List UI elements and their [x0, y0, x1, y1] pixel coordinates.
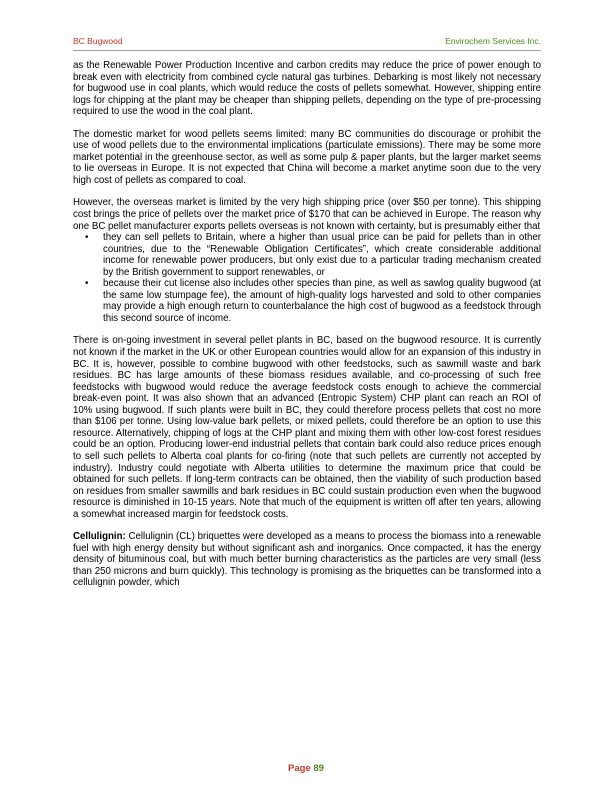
- body-paragraph: The domestic market for wood pellets seems limited: many BC communities do discourage or prohibit the use of wood pellets due to the environmental implications (particulate emissions). There may be some more market potential in the greenhouse sector, as well as some pulp & paper plants, but the larger market seems to lie overseas in Europe. It is not expected that China will become a market anytime soon due to the very high cost of pellets as compared to coal.: [73, 128, 541, 186]
- bullet-icon: •: [85, 278, 89, 290]
- cellulignin-paragraph: [73, 531, 541, 589]
- bullet-icon: •: [85, 232, 89, 244]
- cellulignin-text: Cellulignin (CL) briquettes were developed as a means to process the biomass into a renewable fuel with high energy density but without significant ash and inorganics. Once compacted, it has the energy density of bituminous coal, but with much better burning characteristics as the particles are very small (less than 250 microns and burn quickly). This technology is promising as the briquettes can be transformed into a cellulignin powder, which: [73, 531, 541, 589]
- list-item: [85, 278, 541, 324]
- page-label: Page: [288, 763, 311, 774]
- header-divider: [73, 50, 541, 51]
- list-item: [85, 232, 541, 278]
- header-title-right: Envirochem Services Inc.: [445, 36, 541, 46]
- bullet-list: [73, 232, 541, 324]
- body-paragraph: There is on-going investment in several pellet plants in BC, based on the bugwood resource. It is currently not known if the market in the UK or other European countries would allow for an expansion of this industry in BC. It is, however, possible to combine bugwood with other feedstocks, such as sawmill waste and bark residues. BC has large amounts of these biomass residues available, and co-processing of such free feedstocks with bugwood would reduce the average feedstock costs enough to achieve the commercial break-even point. It was also shown that an advanced (Entropic System) CHP plant can reach an ROI of 10% using bugwood. If such plants were built in BC, they could therefore process pellets that cost no more than $106 per tonne. Using low-value bark pellets, or mixed pellets, could therefore be an option to use this resource. Alternatively, chipping of logs at the CHP plant and mixing them with other low-cost forest residues could be an option. Producing lower-end industrial pellets that contain bark could also reduce prices enough to sell such pellets to Alberta coal plants for co-firing (note that such pellets are currently not accepted by industry). Industry could negotiate with Alberta utilities to determine the maximum price that could be obtained for such pellets. If long-term contracts can be obtained, then the viability of such production based on residues from smaller sawmills and bark residues in BC could sustain production even when the bugwood resource is diminished in 10-15 years. Note that much of the equipment is written off after ten years, allowing a somewhat increased margin for feedstock costs.: [73, 335, 541, 520]
- page-footer: [0, 763, 612, 774]
- header-title-left: BC Bugwood: [73, 36, 123, 46]
- document-body: [73, 60, 541, 600]
- page-header: [73, 36, 541, 50]
- body-paragraph: However, the overseas market is limited by the very high shipping price (over $50 per tonne). This shipping cost brings the price of pellets over the market price of $170 that can be achieved in Europe. The reason why one BC pellet manufacturer exports pellets overseas is not known with certainty, but is presumably either that: [73, 197, 541, 232]
- list-item-text: they can sell pellets to Britain, where a higher than usual price can be paid for pellets than in other countries, due to the “Renewable Obligation Certificates”, which create considerable additional income for renewable power producers, but only exist due to a particular trading mechanism created by the British government to support renewables, or: [103, 232, 541, 278]
- list-item-text: because their cut license also includes other species than pine, as well as sawlog quality bugwood (at the same low stumpage fee), the amount of high-quality logs harvested and sold to other companies may provide a high enough return to counterbalance the high cost of bugwood as a feedstock through this second source of income.: [103, 278, 541, 324]
- body-paragraph: as the Renewable Power Production Incentive and carbon credits may reduce the price of power enough to break even with electricity from combined cycle natural gas turbines. Debarking is most likely not necessary for bugwood use in coal plants, which would reduce the costs of pellets somewhat. However, shipping entire logs for chipping at the plant may be cheaper than shipping pellets, depending on the type of pre-processing required to use the wood in the coal plant.: [73, 60, 541, 118]
- cellulignin-term: Cellulignin:: [73, 531, 126, 543]
- page-number: 89: [313, 763, 324, 774]
